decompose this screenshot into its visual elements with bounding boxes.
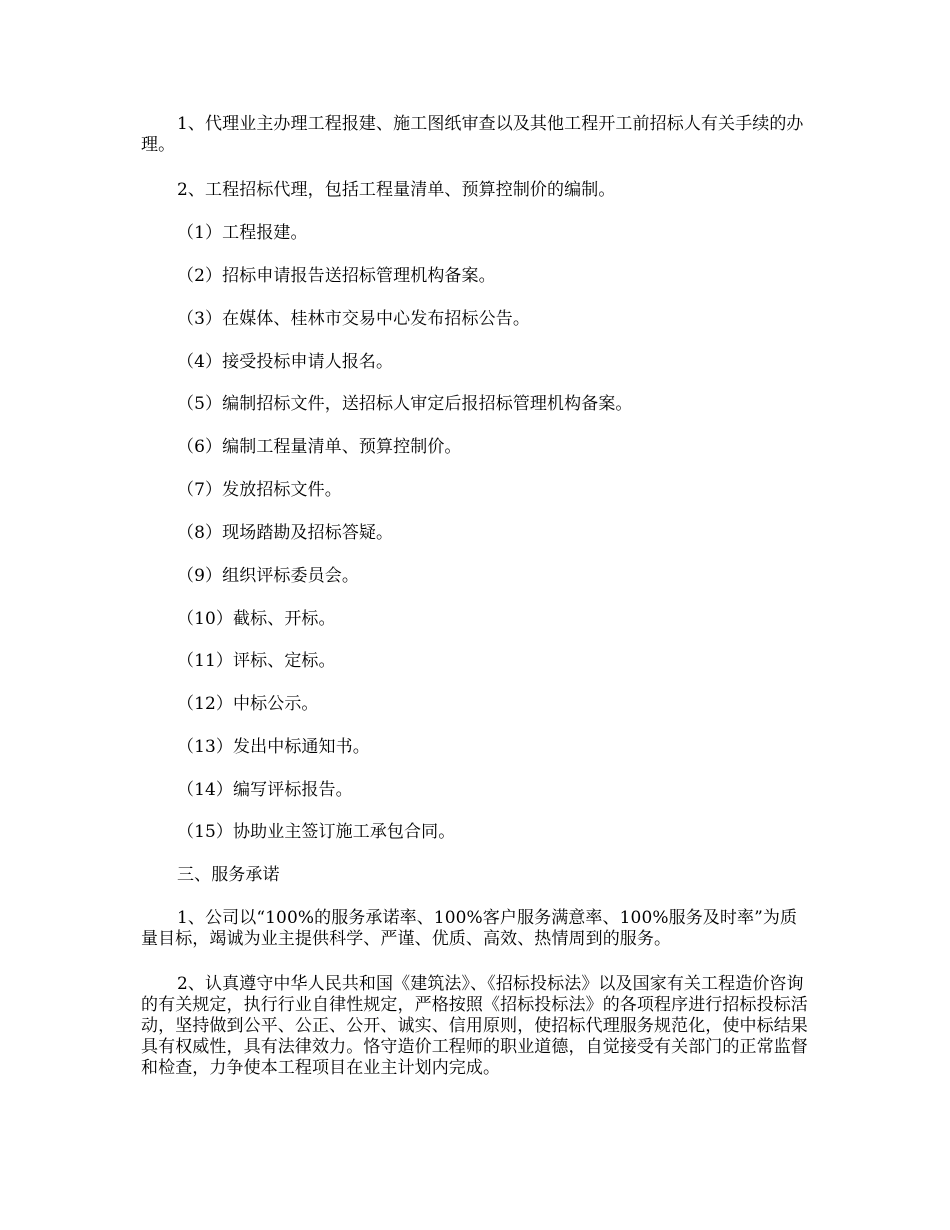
step-item-4: （4）接受投标申请人报名。 bbox=[177, 352, 394, 372]
step-item-6: （6）编制工程量清单、预算控制价。 bbox=[177, 437, 462, 457]
step-item-14: （14）编写评标报告。 bbox=[177, 780, 353, 800]
step-item-11: （11）评标、定标。 bbox=[177, 651, 336, 671]
step-item-12: （12）中标公示。 bbox=[177, 694, 319, 714]
step-item-15: （15）协助业主签订施工承包合同。 bbox=[177, 822, 456, 842]
step-item-13: （13）发出中标通知书。 bbox=[177, 737, 370, 757]
commitment-legal-compliance: 2、认真遵守中华人民共和国《建筑法》、《招标投标法》以及国家有关工程造价咨询的有关规定，执行行业自律性规定，严格按照《招标投标法》的各项程序进行招标投标活动，坚持做到公平、公正、公开、诚实、信用原则，使招标代理服务规范化，使中标结果具有权威性，具有法律效力。恪守造价工程师的职业道德，自觉接受有关部门的正常监督和检查，力争使本工程项目在业主计划内完成。 bbox=[141, 974, 808, 1078]
step-item-1: （1）工程报建。 bbox=[177, 223, 308, 243]
step-item-9: （9）组织评标委员会。 bbox=[177, 566, 359, 586]
commitment-quality-goal: 1、公司以“100%的服务承诺率、100%客户服务满意率、100%服务及时率”为质量目标，竭诚为业主提供科学、严谨、优质、高效、热情周到的服务。 bbox=[141, 908, 798, 949]
step-item-3: （3）在媒体、桂林市交易中心发布招标公告。 bbox=[177, 309, 530, 329]
step-item-7: （7）发放招标文件。 bbox=[177, 480, 342, 500]
step-item-8: （8）现场踏勘及招标答疑。 bbox=[177, 523, 394, 543]
paragraph-tender-agency: 2、工程招标代理，包括工程量清单、预算控制价的编制。 bbox=[177, 180, 616, 200]
paragraph-agency-procedures: 1、代理业主办理工程报建、施工图纸审查以及其他工程开工前招标人有关手续的办理。 bbox=[141, 114, 804, 155]
section-heading: 三、服务承诺 bbox=[177, 865, 280, 885]
step-item-2: （2）招标申请报告送招标管理机构备案。 bbox=[177, 266, 496, 286]
step-item-10: （10）截标、开标。 bbox=[177, 609, 336, 629]
step-item-5: （5）编制招标文件，送招标人审定后报招标管理机构备案。 bbox=[177, 394, 633, 414]
